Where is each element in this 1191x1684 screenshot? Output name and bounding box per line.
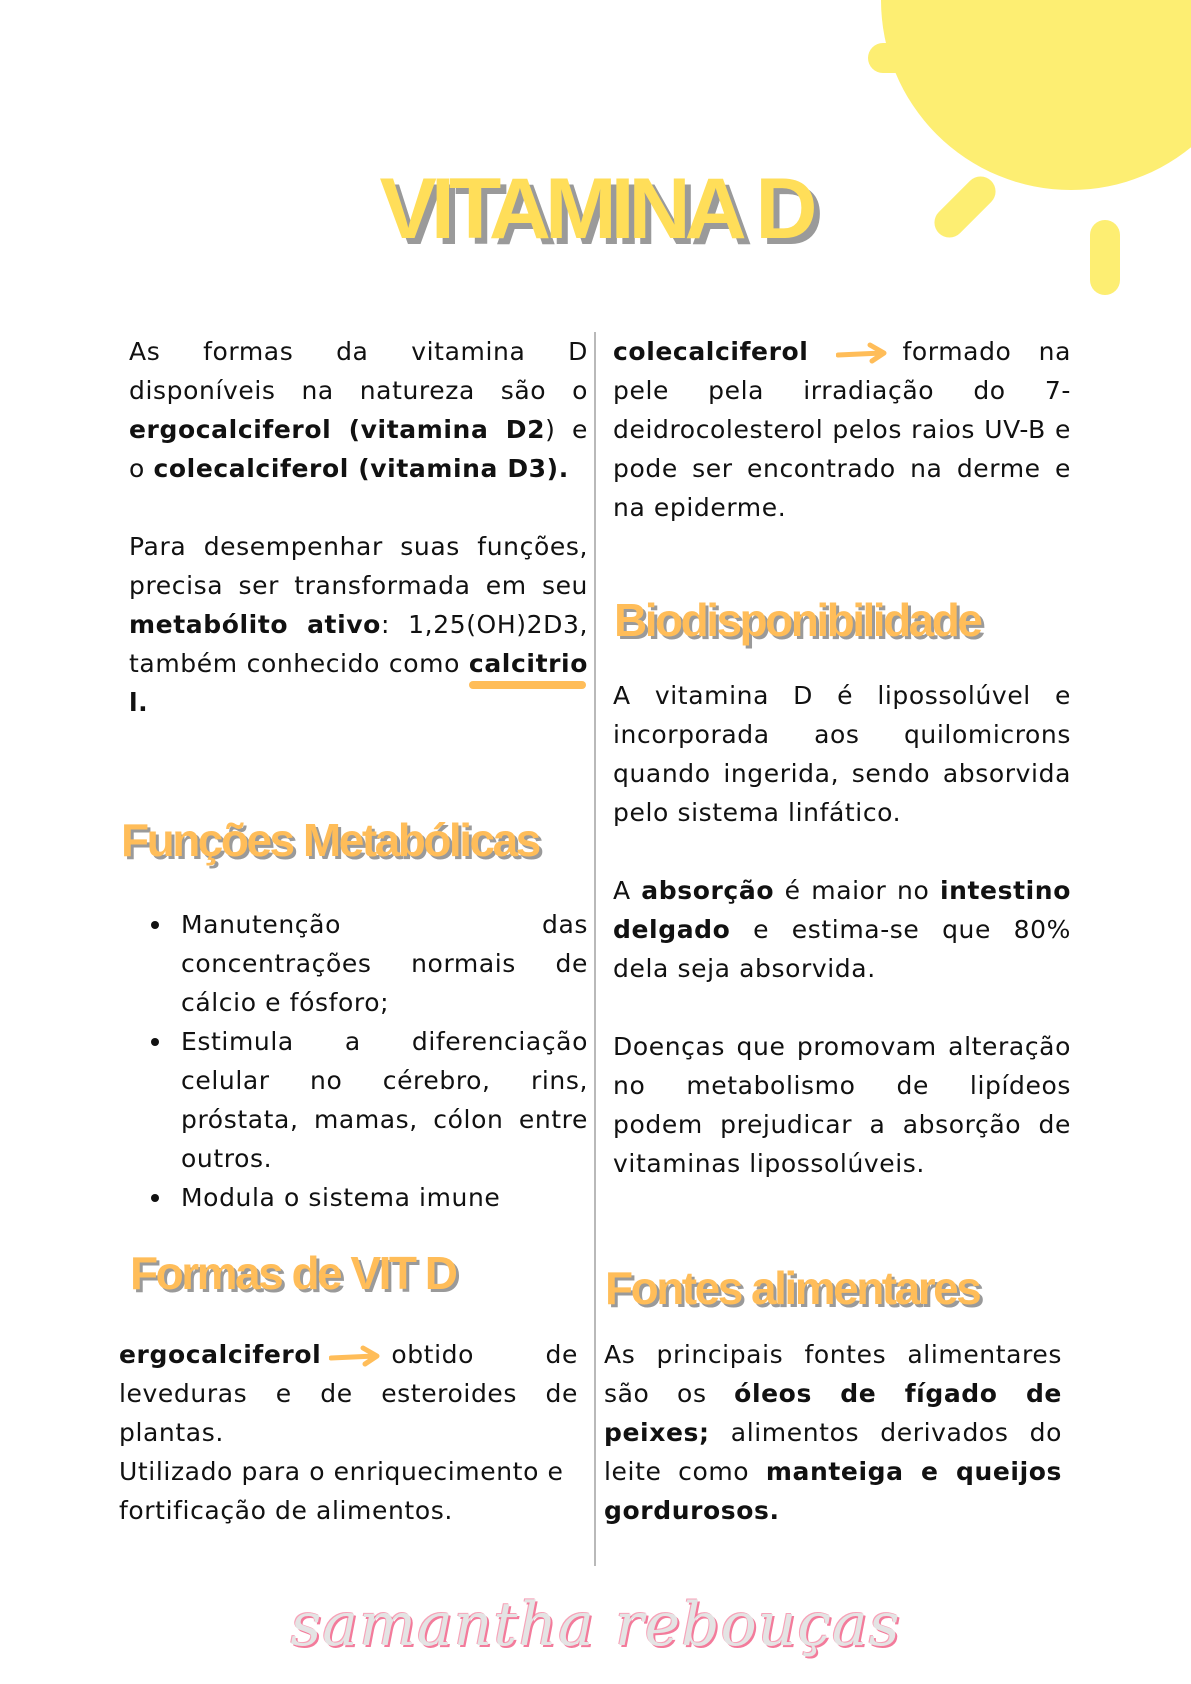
section-heading-biodisponibilidade: Biodisponibilidade bbox=[614, 594, 981, 646]
author-signature: samantha rebouças bbox=[290, 1590, 901, 1660]
colecalciferol-paragraph: colecalciferol formado na pele pela irradiação do 7-deidrocolesterol pelos raios UV-B e pode ser encontrado na derme e na epiderme. bbox=[613, 337, 1071, 522]
biodisponibilidade-section bbox=[613, 676, 1071, 1183]
section-heading-formas: Formas de VIT D bbox=[130, 1247, 456, 1299]
funcoes-list bbox=[129, 905, 588, 1217]
page-title: VITAMINA D bbox=[379, 160, 812, 257]
arrow-right-icon bbox=[329, 1345, 383, 1367]
ergocalciferol-paragraph: ergocalciferol obtido de leveduras e de esteroides de plantas. bbox=[119, 1340, 578, 1447]
biodisponibilidade-paragraph-1: A vitamina D é lipossolúvel e incorporada aos quilomicrons quando ingerida, sendo absorvida pelo sistema linfático. bbox=[613, 681, 1071, 827]
calcitriol-highlight: calcitrio bbox=[469, 644, 588, 683]
sun-decoration-icon bbox=[881, 0, 1191, 190]
ergocalciferol-section bbox=[119, 1335, 578, 1530]
column-divider bbox=[594, 332, 596, 1566]
sun-ray-icon bbox=[868, 43, 944, 73]
funcoes-list-section bbox=[129, 905, 588, 1217]
list-item: Estimula a diferenciação celular no cérebro, rins, próstata, mamas, cólon entre outros. bbox=[129, 1022, 588, 1178]
list-item: Manutenção das concentrações normais de cálcio e fósforo; bbox=[129, 905, 588, 1022]
colecalciferol-section bbox=[613, 332, 1071, 527]
list-item: Modula o sistema imune bbox=[129, 1178, 588, 1217]
ergocalciferol-usage: Utilizado para o enriquecimento e fortificação de alimentos. bbox=[119, 1457, 564, 1525]
intro-paragraph-2: Para desempenhar suas funções, precisa ser transformada em seu metabólito ativo: 1,25(OH)2D3, também conhecido como calcitriol. bbox=[129, 532, 588, 717]
biodisponibilidade-paragraph-2: A absorção é maior no intestino delgado e estima-se que 80% dela seja absorvida. bbox=[613, 876, 1071, 983]
arrow-right-icon bbox=[836, 342, 890, 364]
intro-section bbox=[129, 332, 588, 722]
fontes-paragraph: As principais fontes alimentares são os óleos de fígado de peixes; alimentos derivados do leite como manteiga e queijos gordurosos. bbox=[604, 1340, 1063, 1525]
section-heading-fontes: Fontes alimentares bbox=[605, 1262, 980, 1314]
biodisponibilidade-paragraph-3: Doenças que promovam alteração no metabolismo de lipídeos podem prejudicar a absorção de vitaminas lipossolúveis. bbox=[613, 1032, 1071, 1178]
intro-paragraph-1: As formas da vitamina D disponíveis na natureza são o ergocalciferol (vitamina D2) e o colecalciferol (vitamina D3). bbox=[129, 337, 588, 483]
fontes-section bbox=[604, 1335, 1062, 1530]
section-heading-funcoes: Funções Metabólicas bbox=[121, 814, 539, 866]
